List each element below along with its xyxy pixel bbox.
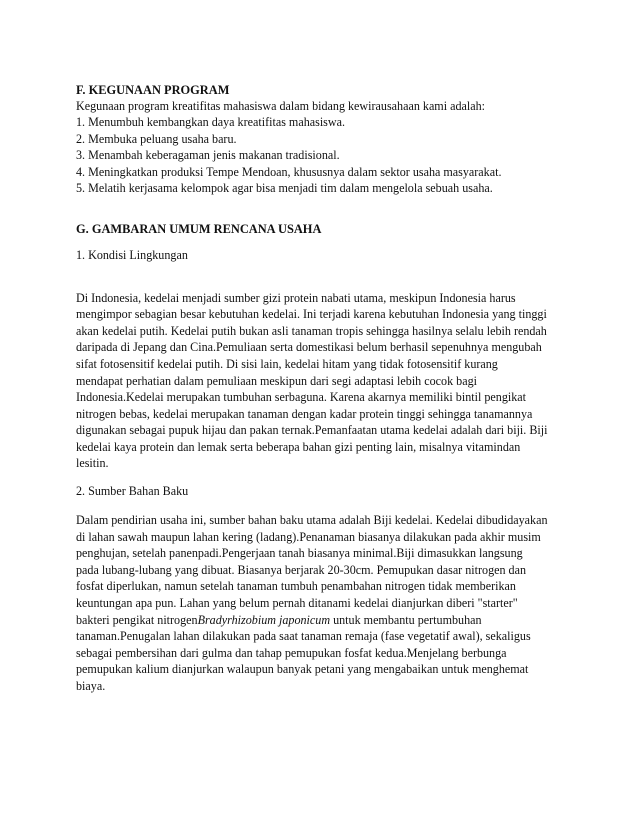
section-f bbox=[76, 82, 570, 196]
paragraph-line: daripada di Jepang dan Cina.Pemuliaan serta domestikasi belum berhasil sepenuhnya mengubah bbox=[76, 340, 542, 355]
paragraph-line: lesitin. bbox=[76, 456, 109, 471]
subsection-title-sumber-bahan-baku: 2. Sumber Bahan Baku bbox=[76, 483, 189, 498]
paragraph-line: fosfat diperlukan, namun setelah tanaman tumbuh penambahan nitrogen tidak memberikan bbox=[76, 579, 516, 594]
paragraph-line: mengimpor sebagian besar kebutuhan kedelai. Ini terjadi karena kebutuhan Indonesia yang tinggi bbox=[76, 307, 547, 322]
paragraph-kondisi-lingkungan bbox=[76, 290, 570, 472]
list-item: 4. Meningkatkan produksi Tempe Mendoan, khususnya dalam sektor usaha masyarakat. bbox=[76, 164, 502, 179]
document-content bbox=[76, 82, 570, 694]
paragraph-line: pada lubang-lubang yang dibuat. Biasanya berjarak 20-30cm. Pemupukan dasar nitrogen dan bbox=[76, 562, 527, 577]
paragraph-line: pemupukan kalium dianjurkan walaupun banyak petani yang mengabaikan untuk menghemat bbox=[76, 662, 529, 677]
species-name: Bradyrhizobium japonicum bbox=[197, 612, 331, 627]
section-g-heading: G. GAMBARAN UMUM RENCANA USAHA bbox=[76, 222, 322, 237]
list-item: 1. Menumbuh kembangkan daya kreatifitas mahasiswa. bbox=[76, 115, 346, 130]
paragraph-line bbox=[76, 612, 570, 629]
paragraph-line: sifat fotosensitif kedelai putih. Di sisi lain, kedelai hitam yang tidak fotosensitif kurang bbox=[76, 357, 498, 372]
subsection-title-kondisi-lingkungan: 1. Kondisi Lingkungan bbox=[76, 248, 188, 263]
paragraph-line: kedelai kaya protein dan lemak serta beberapa bahan gizi penting lain, misalnya vitamindan bbox=[76, 439, 521, 454]
text-run: untuk membantu pertumbuhan bbox=[330, 612, 482, 627]
list-item: 2. Membuka peluang usaha baru. bbox=[76, 131, 237, 146]
paragraph-line: digunakan sebagai pupuk hijau dan pakan ternak.Pemanfaatan utama kedelai adalah dari biji. Biji bbox=[76, 423, 548, 438]
section-g bbox=[76, 221, 570, 694]
list-item: 3. Menambah keberagaman jenis makanan tradisional. bbox=[76, 148, 340, 163]
paragraph-line: Dalam pendirian usaha ini, sumber bahan baku utama adalah Biji kedelai. Kedelai dibudidayakan bbox=[76, 513, 548, 528]
section-f-heading: F. KEGUNAAN PROGRAM bbox=[76, 83, 230, 97]
paragraph-line: tanaman.Penugalan lahan dilakukan pada saat tanaman remaja (fase vegetatif awal), sekaligus bbox=[76, 629, 531, 644]
paragraph-line: biaya. bbox=[76, 678, 106, 693]
paragraph-line: Indonesia.Kedelai merupakan tumbuhan serbaguna. Karena akarnya memiliki bintil pengikat bbox=[76, 390, 527, 405]
paragraph-line: penghujan, setelah panenpadi.Pengerjaan tanah biasanya minimal.Biji dimasukkan langsung bbox=[76, 546, 523, 561]
paragraph-line: akan kedelai putih. Kedelai putih bukan asli tanaman tropis sehingga hasilnya selalu lebih rendah bbox=[76, 323, 547, 338]
text-run: bakteri pengikat nitrogen bbox=[76, 612, 198, 627]
paragraph-line: keuntungan apa pun. Lahan yang belum pernah ditanami kedelai dianjurkan diberi "starter" bbox=[76, 596, 518, 610]
paragraph-line: mendapat perhatian dalam pemuliaan meskipun dari segi adaptasi lebih cocok bagi bbox=[76, 373, 477, 388]
paragraph-line: nitrogen bebas, kedelai merupakan tanaman dengan kadar protein tinggi sehingga tanamannya bbox=[76, 406, 533, 421]
section-f-intro: Kegunaan program kreatifitas mahasiswa dalam bidang kewirausahaan kami adalah: bbox=[76, 99, 486, 113]
paragraph-line: Di Indonesia, kedelai menjadi sumber gizi protein nabati utama, meskipun Indonesia harus bbox=[76, 290, 516, 305]
list-item: 5. Melatih kerjasama kelompok agar bisa menjadi tim dalam mengelola sebuah usaha. bbox=[76, 181, 493, 196]
paragraph-sumber-bahan-baku bbox=[76, 512, 570, 694]
paragraph-line: di lahan sawah maupun lahan kering (ladang).Penanaman biasanya dilakukan pada akhir musim bbox=[76, 529, 541, 544]
paragraph-line: sebagai pembersihan dari gulma dan tahap pemupukan fosfat kedua.Menjelang berbunga bbox=[76, 645, 507, 660]
